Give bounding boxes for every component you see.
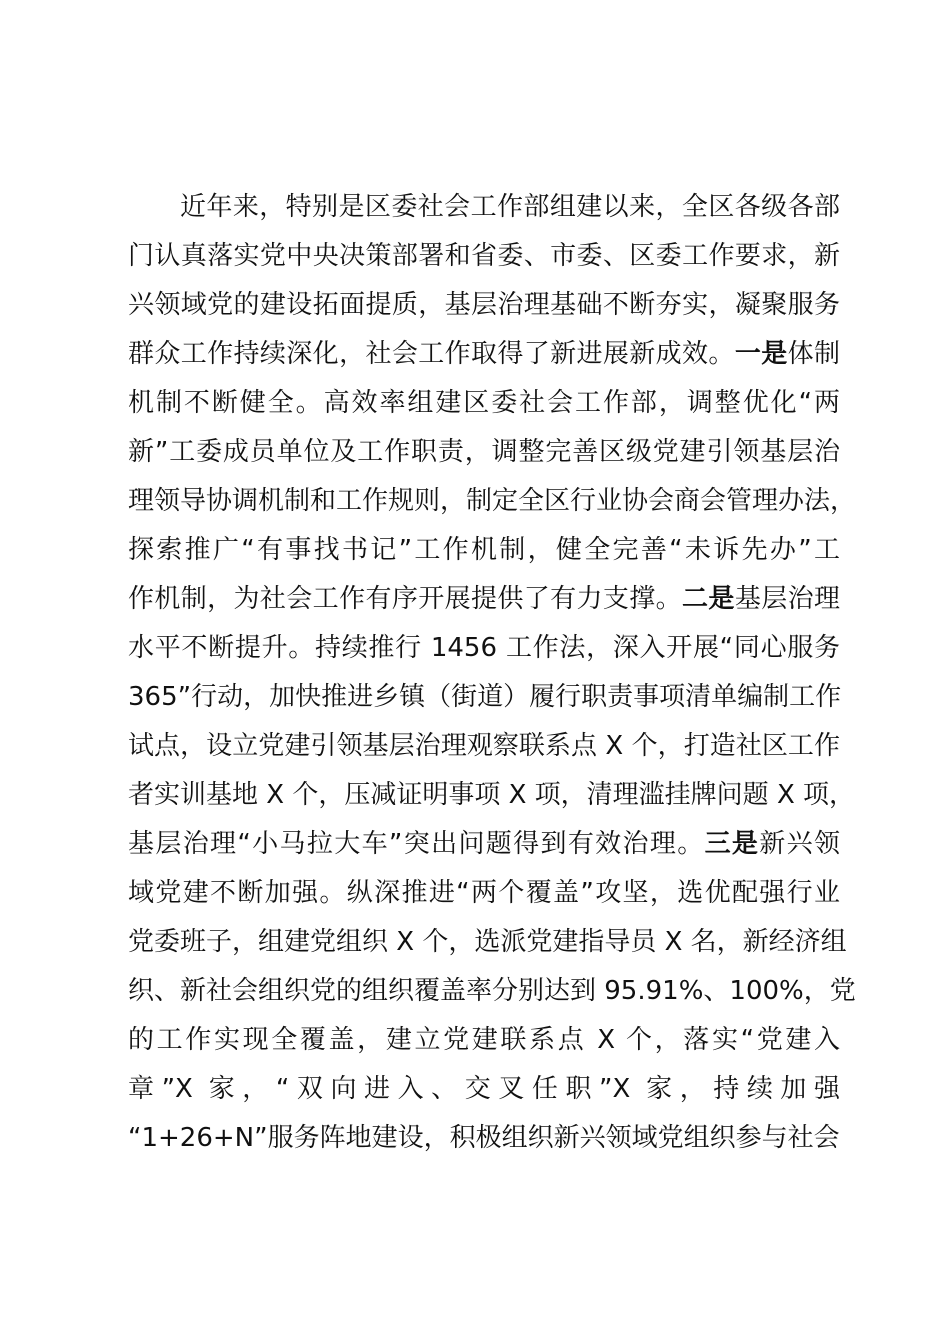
text-line — [128, 330, 840, 379]
text-segment: 365”行动，加快推进乡镇（街道）履行职责事项清单编制工作 — [128, 682, 842, 712]
text-segment: 章”X 家，“双向进入、交叉任职”X 家，持续加强 — [128, 1074, 840, 1104]
text-segment: 基层治理 — [734, 584, 840, 614]
text-segment: 机制不断健全。高效率组建区委社会工作部，调整优化“两 — [128, 388, 840, 418]
text-segment: 兴领域党的建设拓面提质，基层治理基础不断夯实，凝聚服务 — [128, 290, 840, 320]
text-line — [128, 232, 840, 281]
text-line — [128, 428, 840, 477]
text-segment: 门认真落实党中央决策部署和省委、市委、区委工作要求，新 — [128, 241, 840, 271]
body-paragraph — [128, 183, 857, 1163]
text-line — [128, 624, 840, 673]
text-segment: 织、新社会组织党的组织覆盖率分别达到 95.91%、100%，党 — [128, 976, 856, 1006]
text-line — [128, 771, 856, 820]
text-segment: 群众工作持续深化，社会工作取得了新进展新成效。 — [128, 339, 735, 369]
text-line — [128, 918, 847, 967]
text-line — [128, 526, 840, 575]
text-line — [128, 869, 840, 918]
text-segment: 新”工委成员单位及工作职责，调整完善区级党建引领基层治 — [128, 437, 840, 467]
text-segment: 探索推广“有事找书记”工作机制，健全完善“未诉先办”工 — [128, 535, 840, 565]
text-line — [128, 967, 856, 1016]
text-line — [128, 477, 857, 526]
text-segment: 体制 — [787, 339, 840, 369]
text-segment: 域党建不断加强。纵深推进“两个覆盖”攻坚，选优配强行业 — [128, 878, 840, 908]
text-line — [128, 1016, 840, 1065]
text-segment: 新兴领 — [759, 829, 840, 859]
text-segment: 近年来，特别是区委社会工作部组建以来，全区各级各部 — [180, 192, 840, 222]
bold-lead-text: 二是 — [682, 584, 735, 614]
text-segment: 基层治理“小马拉大车”突出问题得到有效治理。 — [128, 829, 705, 859]
text-line — [128, 820, 840, 869]
text-segment: 试点，设立党建引领基层治理观察联系点 X 个，打造社区工作 — [128, 731, 840, 761]
bold-lead-text: 一是 — [734, 339, 788, 369]
text-line — [128, 575, 840, 624]
text-line — [128, 673, 840, 722]
text-segment: “1+26+N”服务阵地建设，积极组织新兴领域党组织参与社会 — [128, 1123, 840, 1153]
text-segment: 的工作实现全覆盖，建立党建联系点 X 个，落实“党建入 — [128, 1025, 840, 1055]
text-line — [128, 281, 840, 330]
text-segment: 者实训基地 X 个，压减证明事项 X 项，清理滥挂牌问题 X 项， — [128, 780, 856, 810]
text-segment: 水平不断提升。持续推行 1456 工作法，深入开展“同心服务 — [128, 633, 840, 663]
text-segment: 党委班子，组建党组织 X 个，选派党建指导员 X 名，新经济组 — [128, 927, 847, 957]
bold-lead-text: 三是 — [704, 829, 760, 859]
text-segment: 作机制，为社会工作有序开展提供了有力支撑。 — [128, 584, 683, 614]
text-segment: 理领导协调机制和工作规则，制定全区行业协会商会管理办法， — [128, 486, 857, 516]
text-line — [128, 722, 840, 771]
text-line — [128, 1114, 840, 1163]
text-line — [128, 1065, 840, 1114]
text-line — [128, 183, 840, 232]
text-line — [128, 379, 840, 428]
